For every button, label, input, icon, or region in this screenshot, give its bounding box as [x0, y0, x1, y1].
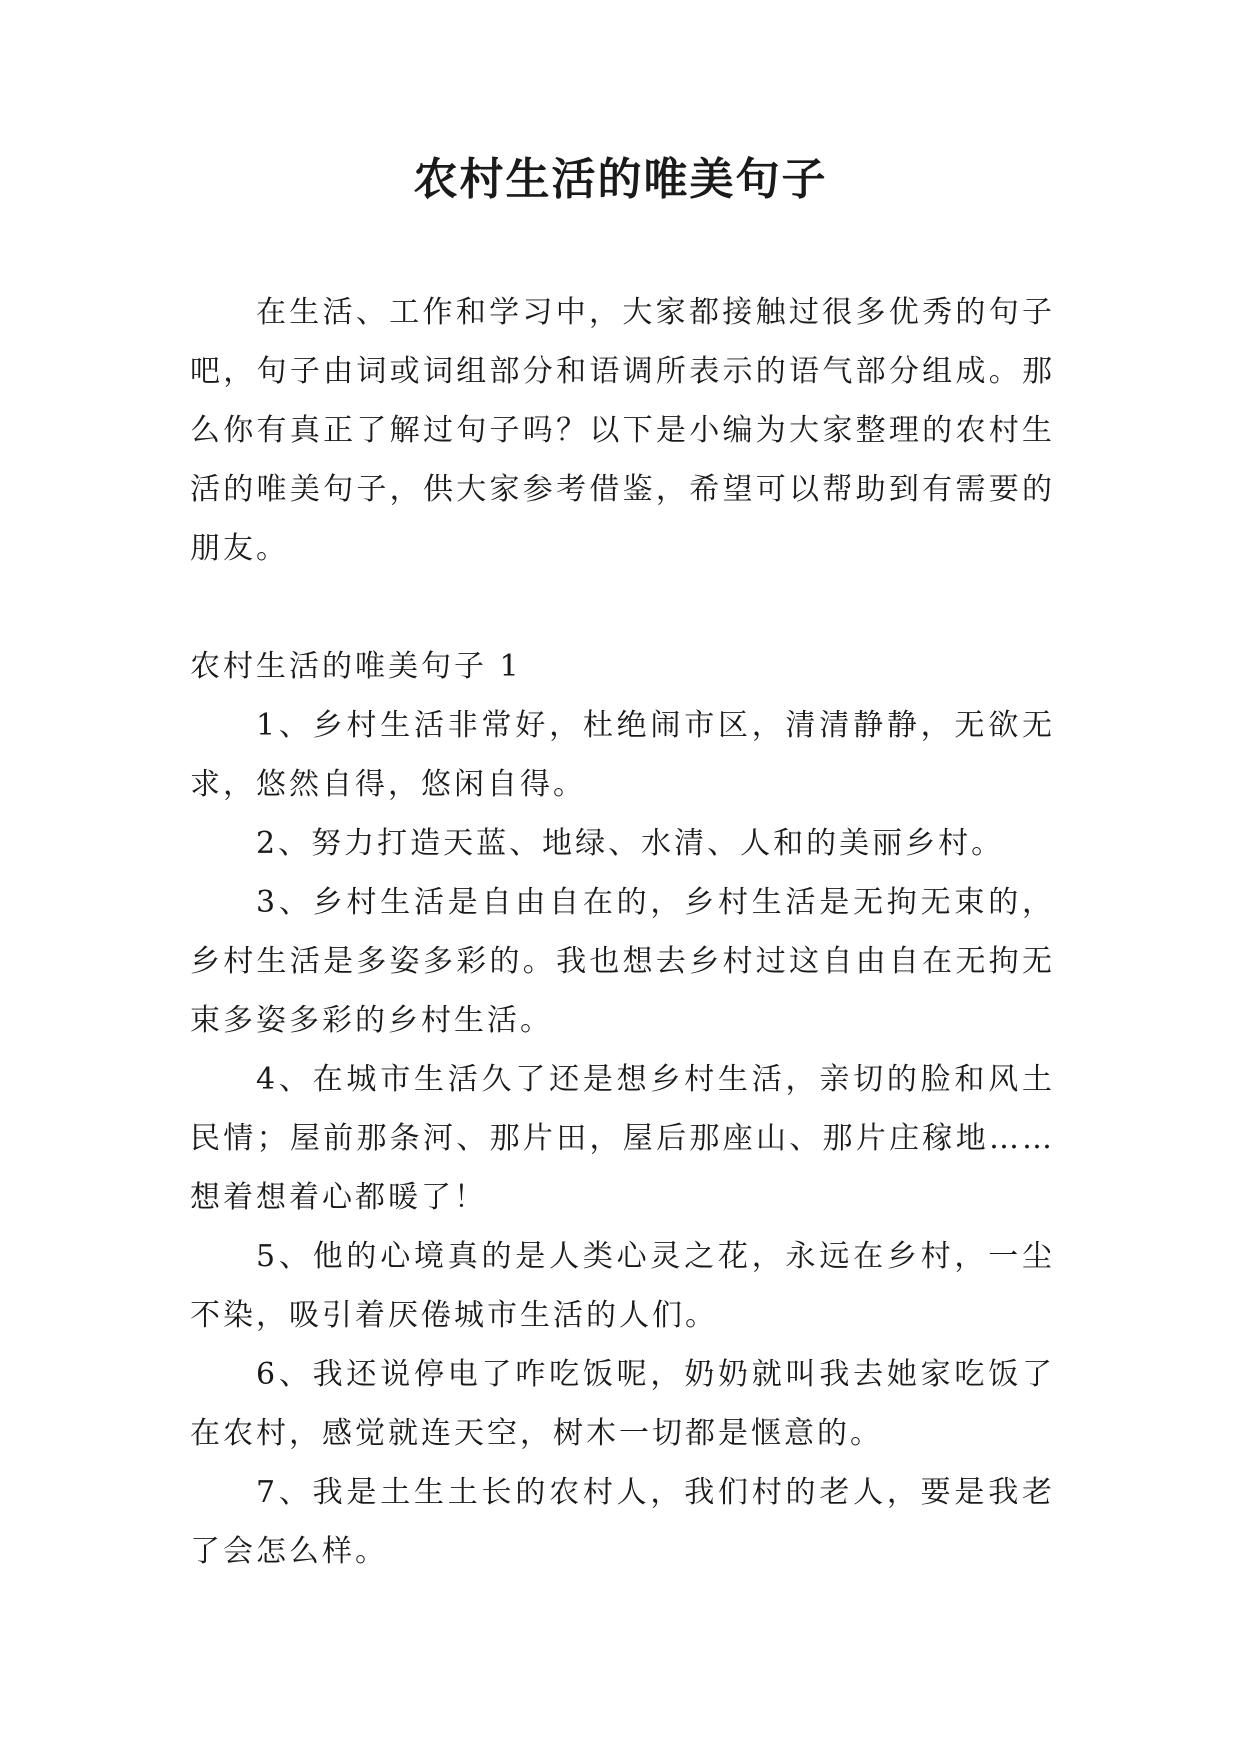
- list-item: 3、乡村生活是自由自在的，乡村生活是无拘无束的，乡村生活是多姿多彩的。我也想去乡村过这自由自在无拘无束多姿多彩的乡村生活。: [190, 885, 1055, 1038]
- list-item: 5、他的心境真的是人类心灵之花，永远在乡村，一尘不染，吸引着厌倦城市生活的人们。: [190, 1239, 1055, 1333]
- list-item: 1、乡村生活非常好，杜绝闹市区，清清静静，无欲无求，悠然自得，悠闲自得。: [190, 708, 1055, 802]
- document-title: 农村生活的唯美句子: [413, 154, 828, 205]
- list-item: 7、我是土生土长的农村人，我们村的老人，要是我老了会怎么样。: [190, 1475, 1055, 1569]
- section-heading: 农村生活的唯美句子 1: [190, 649, 522, 684]
- intro-paragraph: 在生活、工作和学习中，大家都接触过很多优秀的句子吧，句子由词或词组部分和语调所表示的语气部分组成。那么你有真正了解过句子吗？以下是小编为大家整理的农村生活的唯美句子，供大家参考借鉴，希望可以帮助到有需要的朋友。: [190, 295, 1055, 566]
- list-item: 2、努力打造天蓝、地绿、水清、人和的美丽乡村。: [256, 826, 1005, 861]
- list-item: 6、我还说停电了咋吃饭呢，奶奶就叫我去她家吃饭了在农村，感觉就连天空，树木一切都是惬意的。: [190, 1357, 1055, 1451]
- list-item: 4、在城市生活久了还是想乡村生活，亲切的脸和风土民情；屋前那条河、那片田，屋后那座山、那片庄稼地……想着想着心都暖了！: [190, 1062, 1055, 1215]
- document-body: [190, 283, 1055, 1581]
